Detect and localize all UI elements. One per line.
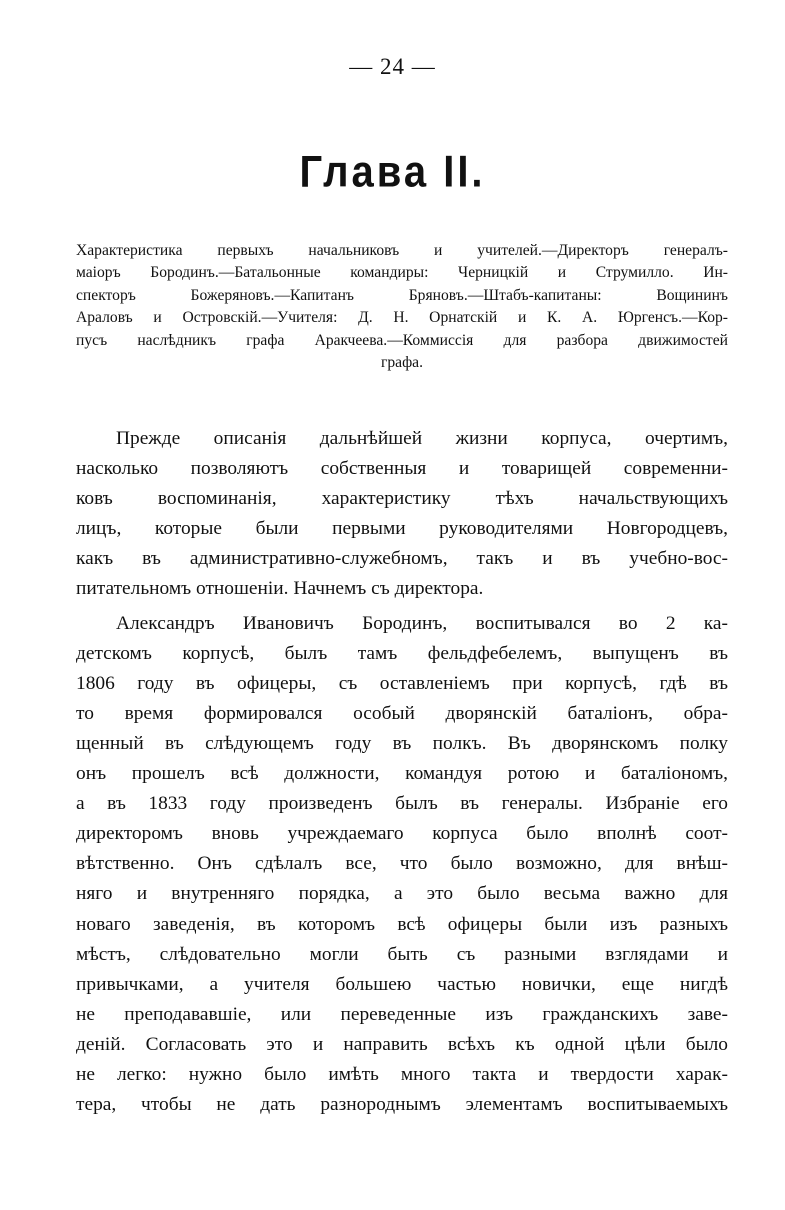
chapter-summary [76,240,728,374]
paragraph-2 [76,609,728,1121]
text-line: ковъ воспоминанія, характеристику тѣхъ начальствующихъ [76,488,728,510]
summary-line: Характеристика первыхъ начальниковъ и учителей.—Директоръ генералъ- [76,242,728,259]
text-line: не легко: нужно было имѣть много такта и твердости харак- [76,1063,728,1085]
text-line: Александръ Ивановичъ Бородинъ, воспитывался во 2 ка- [116,612,728,634]
text-line: Прежде описанія дальнѣйшей жизни корпуса, очертимъ, [116,428,728,449]
summary-line: пусъ наслѣдникъ графа Аракчеева.—Коммиссія для разбора движимостей [76,331,728,349]
text-line: вѣтственно. Онъ сдѣлалъ все, что было возможно, для внѣш- [76,853,728,875]
text-line: питательномъ отношеніи. Начнемъ съ директора. [76,578,484,600]
text-line: онъ прошелъ всѣ должности, командуя ротою и баталіономъ, [76,763,728,785]
text-line: лицъ, которые были первыми руководителями Новгородцевъ, [76,518,728,540]
text-line: то время формировался особый дворянскій баталіонъ, обра- [76,702,728,724]
text-line: няго и внутренняго порядка, а это было весьма важно для [76,883,728,905]
text-line: какъ въ административно-служебномъ, такъ и въ учебно-вос- [76,548,728,570]
text-line: насколько позволяютъ собственныя и товарищей современни- [76,458,728,480]
body-text [76,424,728,1120]
text-line: привычками, а учителя большею частью новички, еще нигдѣ [76,973,728,995]
text-line: не преподававшіе, или переведенные изъ гражданскихъ заве- [76,1003,728,1025]
text-line: а въ 1833 году произведенъ былъ въ генералы. Избраніе его [76,793,728,815]
text-line: щенный въ слѣдующемъ году въ полкъ. Въ дворянскомъ полку [76,732,728,754]
text-line: директоромъ вновь учреждаемаго корпуса было вполнѣ соот- [76,823,728,845]
text-line: детскомъ корпусѣ, былъ тамъ фельдфебелемъ, выпущенъ въ [76,642,728,664]
text-line: мѣстъ, слѣдовательно могли быть съ разными взглядами и [76,943,728,965]
chapter-title: Глава II. [299,147,486,197]
page-number: — 24 — [349,54,436,79]
paragraph-1 [76,424,728,605]
summary-line: маіоръ Бородинъ.—Батальонные командиры: Черницкій и Струмилло. Ин- [76,264,728,282]
text-line: тера, чтобы не дать разнороднымъ элементамъ воспитываемыхъ [76,1094,728,1116]
text-line: 1806 году въ офицеры, съ оставленіемъ при корпусѣ, гдѣ въ [76,672,728,694]
summary-line: Араловъ и Островскій.—Учителя: Д. Н. Орнатскій и К. А. Юргенсъ.—Кор- [76,309,728,327]
text-line: деній. Согласовать это и направить всѣхъ къ одной цѣли было [76,1033,728,1055]
summary-line: графа. [380,354,424,372]
text-line: новаго заведенія, въ которомъ всѣ офицеры были изъ разныхъ [76,913,728,935]
summary-line: спекторъ Божеряновъ.—Капитанъ Бряновъ.—Штабъ-капитаны: Вощининъ [76,286,728,304]
